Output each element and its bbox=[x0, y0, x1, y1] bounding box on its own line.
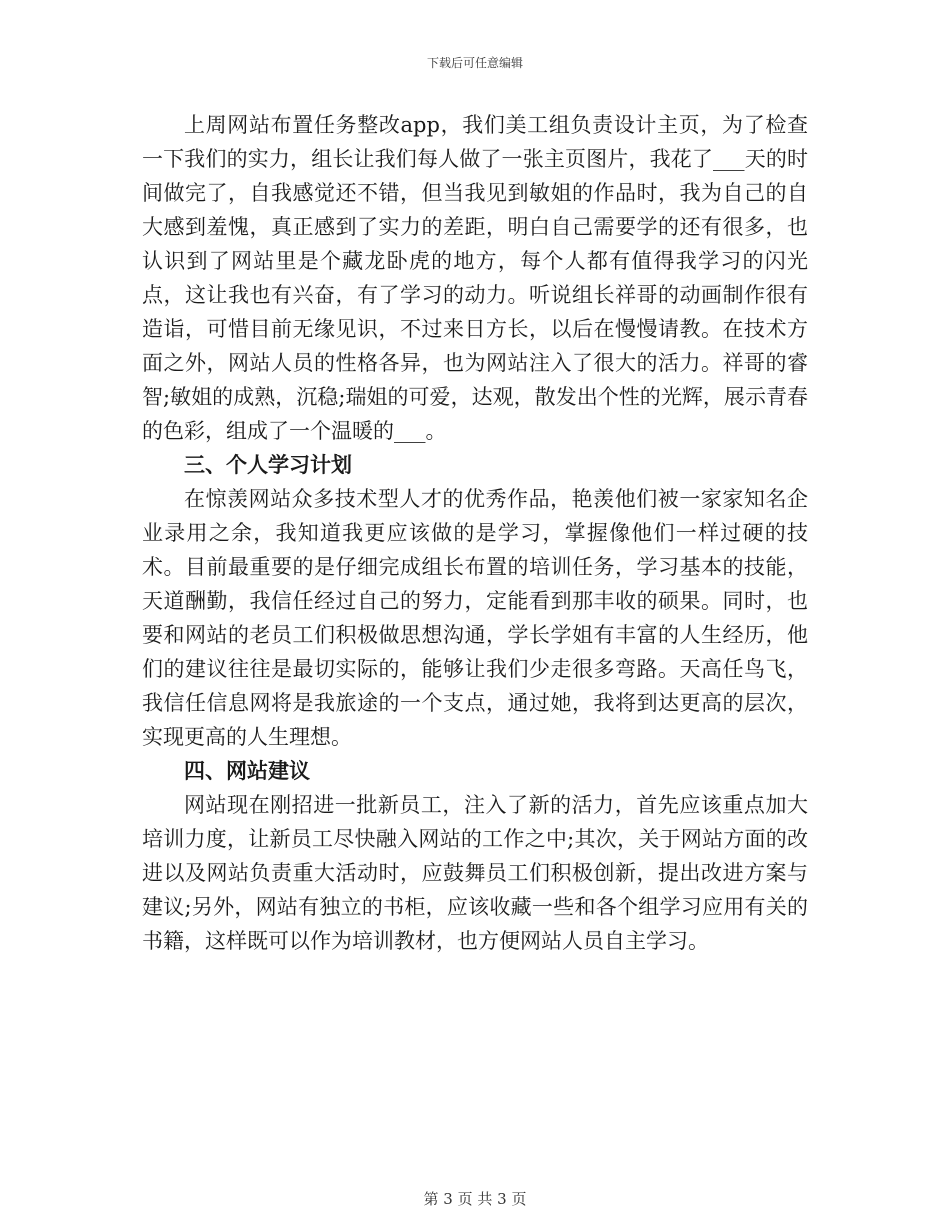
page-header: 下载后可任意编辑 bbox=[426, 56, 523, 70]
paragraph-website-suggestions: 网站现在刚招进一批新员工，注入了新的活力，首先应该重点加大培训力度，让新员工尽快融入网站的工作之中;其次，关于网站方面的改进以及网站负责重大活动时，应鼓舞员工们积极创新，提出改进方案与建议;另外，网站有独立的书柜，应该收藏一些和各个组学习应用有关的书籍，这样既可以作为培训教材，也方便网站人员自主学习。 bbox=[142, 793, 808, 953]
document-body bbox=[142, 108, 808, 958]
page-number-footer: 第 3 页 共 3 页 bbox=[423, 1190, 527, 1208]
paragraph-design-task: 上周网站布置任务整改app，我们美工组负责设计主页，为了检查一下我们的实力，组长让我们每人做了一张主页图片，我花了___天的时间做完了，自我感觉还不错，但当我见到敏姐的作品时，我为自己的自大感到羞愧，真正感到了实力的差距，明白自己需要学的还有很多，也认识到了网站里是个藏龙卧虎的地方，每个人都有值得我学习的闪光点，这让我也有兴奋，有了学习的动力。听说组长祥哥的动画制作很有造诣，可惜目前无缘见识，不过来日方长，以后在慢慢请教。在技术方面之外，网站人员的性格各异，也为网站注入了很大的活力。祥哥的睿智;敏姐的成熟，沉稳;瑞姐的可爱，达观，散发出个性的光辉，展示青春的色彩，组成了一个温暖的___。 bbox=[142, 113, 808, 443]
section-heading-study-plan: 三、个人学习计划 bbox=[184, 453, 352, 477]
paragraph-study-plan: 在惊羡网站众多技术型人才的优秀作品，艳羡他们被一家家知名企业录用之余，我知道我更应该做的是学习，掌握像他们一样过硬的技术。目前最重要的是仔细完成组长布置的培训任务，学习基本的技能，天道酬勤，我信任经过自己的努力，定能看到那丰收的硕果。同时，也要和网站的老员工们积极做思想沟通，学长学姐有丰富的人生经历，他们的建议往往是最切实际的，能够让我们少走很多弯路。天高任鸟飞，我信任信息网将是我旅途的一个支点，通过她，我将到达更高的层次，实现更高的人生理想。 bbox=[142, 487, 808, 749]
section-heading-website-suggestions: 四、网站建议 bbox=[184, 759, 310, 783]
